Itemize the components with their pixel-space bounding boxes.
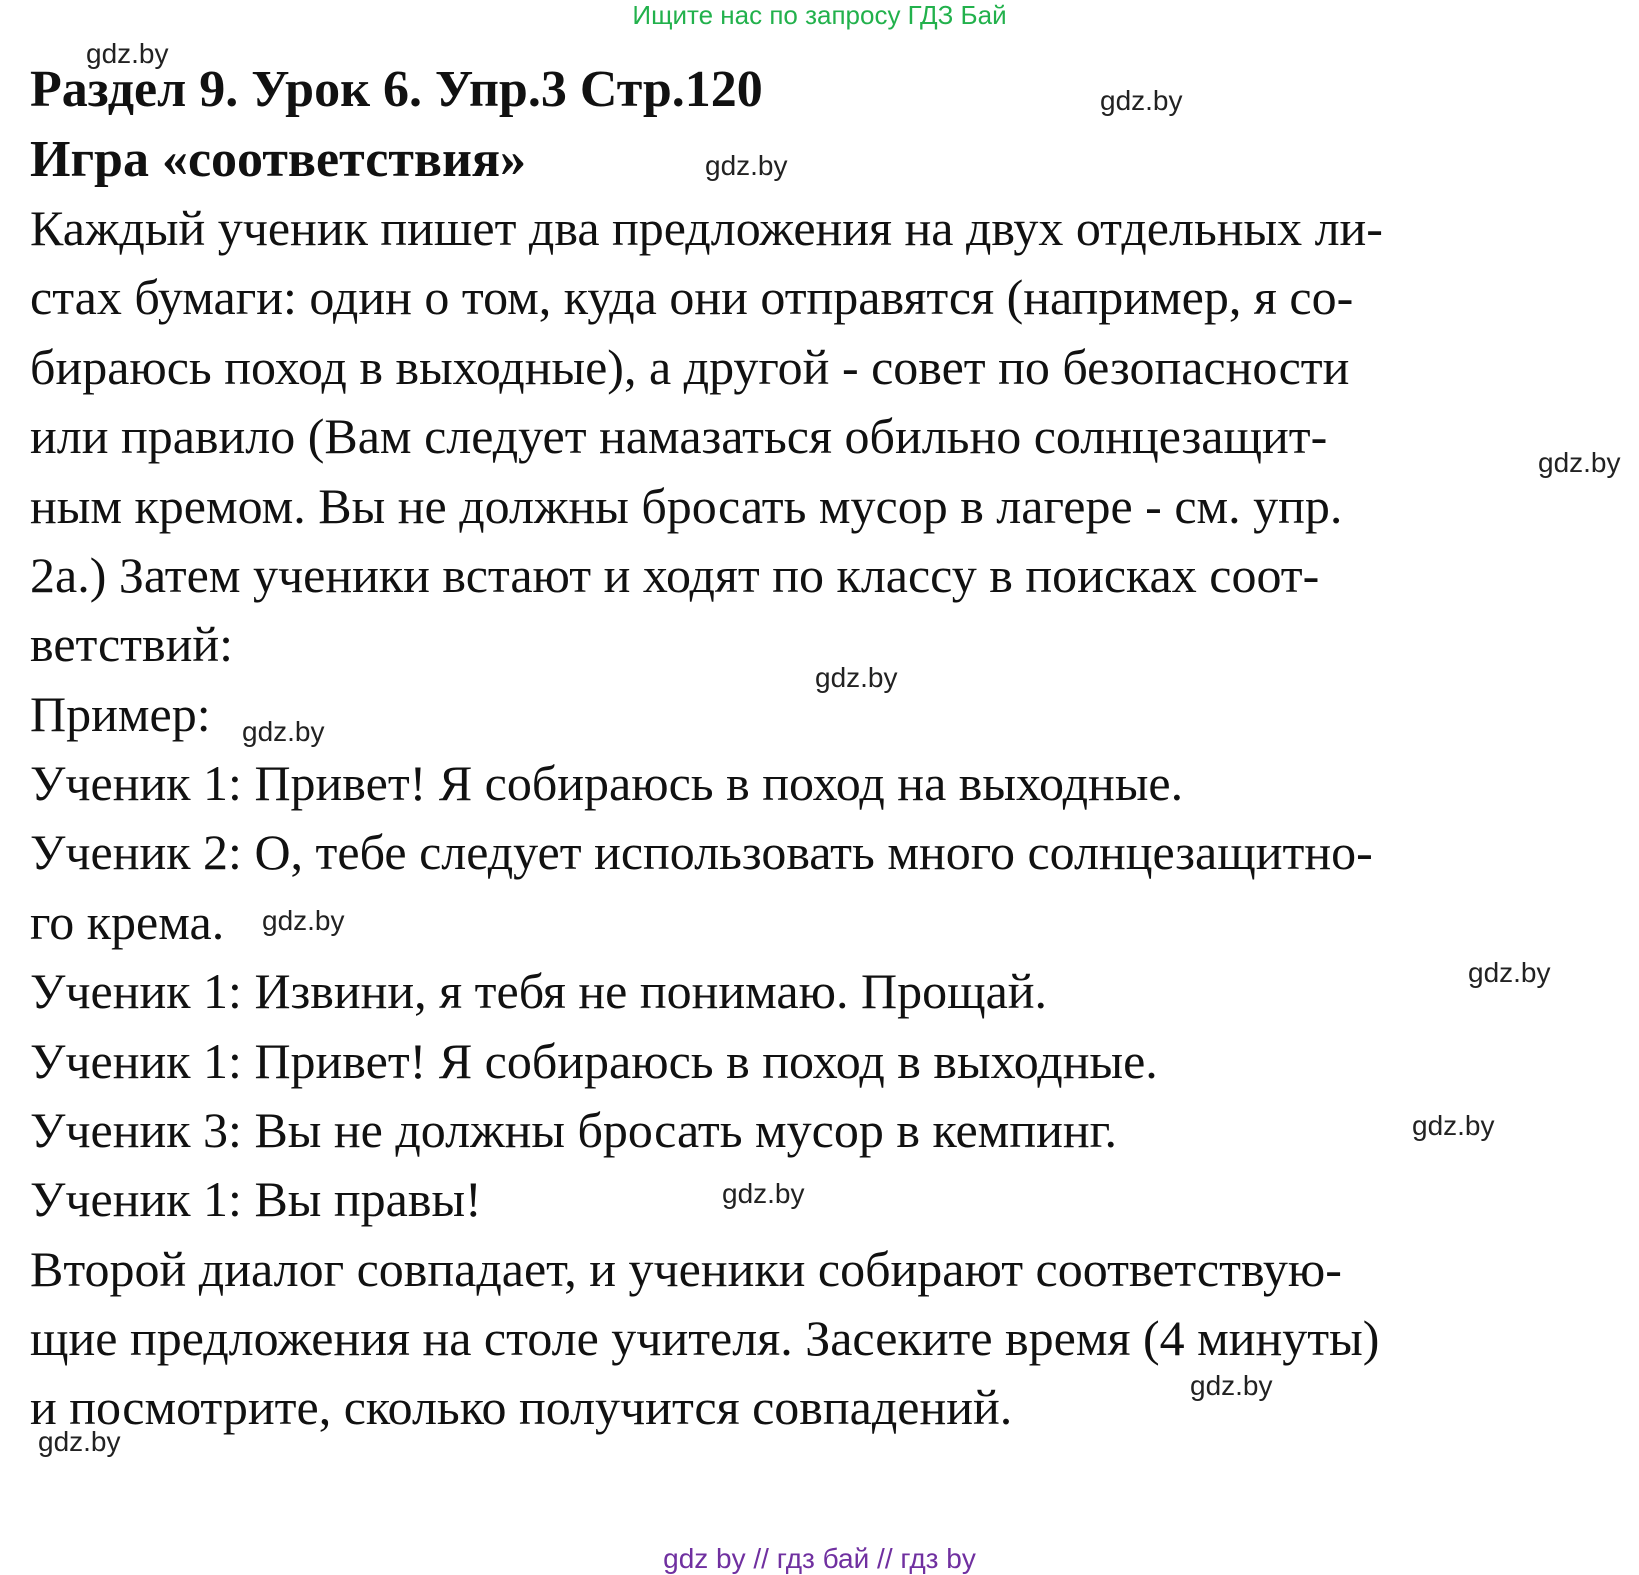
exercise-subtitle: Игра «соответствия» xyxy=(30,131,527,188)
dialogue-line: го крема. xyxy=(30,894,225,950)
watermark: gdz.by xyxy=(242,716,325,747)
text-line: ветствий: xyxy=(30,616,234,672)
dialogue-line: Ученик 1: Привет! Я собираюсь в поход на выходные. xyxy=(30,755,1184,811)
page-title: Раздел 9. Урок 6. Упр.3 Стр.120 xyxy=(30,61,763,118)
watermark: gdz.by xyxy=(1468,957,1551,988)
example-label: Пример: xyxy=(30,686,211,742)
text-line: Второй диалог совпадает, и ученики собирают соответствую- xyxy=(30,1241,1342,1297)
watermark: gdz.by xyxy=(722,1178,805,1209)
watermark: gdz.by xyxy=(1412,1110,1495,1141)
text-line: 2a.) Затем ученики встают и ходят по классу в поисках соот- xyxy=(30,547,1320,603)
watermark: gdz.by xyxy=(262,905,345,936)
text-line: стах бумаги: один о том, куда они отправятся (например, я со- xyxy=(30,269,1354,325)
text-line: Каждый ученик пишет два предложения на двух отдельных ли- xyxy=(30,200,1383,256)
text-line: или правило (Вам следует намазаться обильно солнцезащит- xyxy=(30,408,1328,464)
watermark: gdz.by xyxy=(1190,1370,1273,1401)
watermark: gdz.by xyxy=(1100,85,1183,116)
watermark: gdz.by xyxy=(1538,447,1621,478)
text-line: бираюсь поход в выходные), а другой - совет по безопасности xyxy=(30,339,1350,395)
dialogue-line: Ученик 3: Вы не должны бросать мусор в кемпинг. xyxy=(30,1102,1117,1158)
watermark: gdz.by xyxy=(86,38,169,69)
text-line: и посмотрите, сколько получится совпадений. xyxy=(30,1379,1013,1435)
dialogue-line: Ученик 2: О, тебе следует использовать много солнцезащитно- xyxy=(30,824,1373,880)
dialogue-line: Ученик 1: Вы правы! xyxy=(30,1171,482,1227)
search-hint-banner: Ищите нас по запросу ГДЗ Бай xyxy=(632,0,1007,30)
watermark: gdz.by xyxy=(38,1426,121,1457)
dialogue-line: Ученик 1: Привет! Я собираюсь в поход в выходные. xyxy=(30,1033,1158,1089)
footer-links: gdz by // гдз бай // гдз by xyxy=(663,1543,976,1574)
watermark: gdz.by xyxy=(705,150,788,181)
text-line: щие предложения на столе учителя. Засеките время (4 минуты) xyxy=(30,1310,1380,1366)
dialogue-line: Ученик 1: Извини, я тебя не понимаю. Прощай. xyxy=(30,963,1048,1019)
watermark: gdz.by xyxy=(815,662,898,693)
text-line: ным кремом. Вы не должны бросать мусор в лагере - см. упр. xyxy=(30,478,1343,534)
